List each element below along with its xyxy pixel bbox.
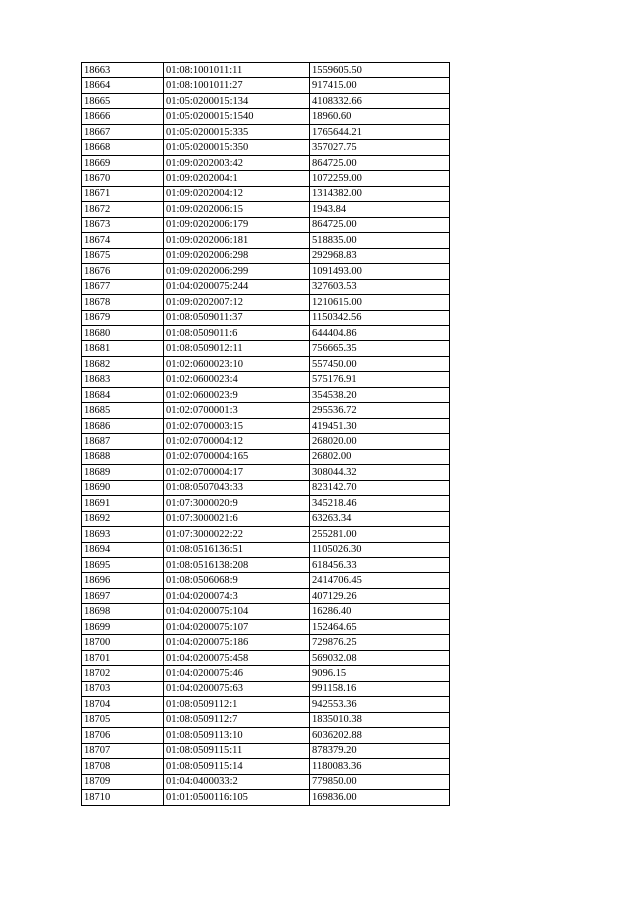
row-number-cell: 18700	[82, 635, 164, 650]
row-number-cell: 18708	[82, 759, 164, 774]
row-number-cell: 18692	[82, 511, 164, 526]
table-row	[82, 78, 450, 93]
value-cell: 569032.08	[310, 650, 450, 665]
row-number-cell: 18671	[82, 186, 164, 201]
cadastral-number-cell: 01:04:0400033:2	[164, 774, 310, 789]
cadastral-number-cell: 01:02:0600023:4	[164, 372, 310, 387]
value-cell: 295536.72	[310, 403, 450, 418]
row-number-cell: 18677	[82, 279, 164, 294]
value-cell: 63263.34	[310, 511, 450, 526]
table-row	[82, 681, 450, 696]
cadastral-number-cell: 01:08:0509112:7	[164, 712, 310, 727]
cadastral-number-cell: 01:09:0202006:15	[164, 202, 310, 217]
table-row	[82, 449, 450, 464]
cadastral-number-cell: 01:04:0200075:186	[164, 635, 310, 650]
value-cell: 1314382.00	[310, 186, 450, 201]
row-number-cell: 18678	[82, 295, 164, 310]
value-cell: 557450.00	[310, 356, 450, 371]
cadastral-number-cell: 01:08:0516138:208	[164, 558, 310, 573]
table-row	[82, 93, 450, 108]
value-cell: 9096.15	[310, 666, 450, 681]
cadastral-number-cell: 01:02:0700004:12	[164, 434, 310, 449]
value-cell: 169836.00	[310, 790, 450, 805]
value-cell: 1180083.36	[310, 759, 450, 774]
cadastral-number-cell: 01:05:0200015:134	[164, 93, 310, 108]
row-number-cell: 18688	[82, 449, 164, 464]
table-row	[82, 403, 450, 418]
table-row	[82, 527, 450, 542]
cadastral-number-cell: 01:02:0700004:165	[164, 449, 310, 464]
value-cell: 575176.91	[310, 372, 450, 387]
table-body	[82, 63, 450, 806]
cadastral-number-cell: 01:09:0202004:1	[164, 171, 310, 186]
row-number-cell: 18664	[82, 78, 164, 93]
table-row	[82, 558, 450, 573]
table-row	[82, 387, 450, 402]
table-row	[82, 372, 450, 387]
row-number-cell: 18672	[82, 202, 164, 217]
row-number-cell: 18693	[82, 527, 164, 542]
table-row	[82, 124, 450, 139]
value-cell: 823142.70	[310, 480, 450, 495]
table-row	[82, 666, 450, 681]
value-cell: 18960.60	[310, 109, 450, 124]
value-cell: 1765644.21	[310, 124, 450, 139]
cadastral-number-cell: 01:02:0700004:17	[164, 465, 310, 480]
value-cell: 308044.32	[310, 465, 450, 480]
table-row	[82, 341, 450, 356]
table-row	[82, 295, 450, 310]
cadastral-number-cell: 01:02:0700003:15	[164, 418, 310, 433]
cadastral-number-cell: 01:09:0202006:298	[164, 248, 310, 263]
table-row	[82, 171, 450, 186]
table-row	[82, 63, 450, 78]
row-number-cell: 18690	[82, 480, 164, 495]
table-row	[82, 697, 450, 712]
row-number-cell: 18694	[82, 542, 164, 557]
row-number-cell: 18695	[82, 558, 164, 573]
value-cell: 4108332.66	[310, 93, 450, 108]
value-cell: 292968.83	[310, 248, 450, 263]
value-cell: 644404.86	[310, 325, 450, 340]
table-row	[82, 465, 450, 480]
row-number-cell: 18675	[82, 248, 164, 263]
row-number-cell: 18709	[82, 774, 164, 789]
value-cell: 942553.36	[310, 697, 450, 712]
table-row	[82, 542, 450, 557]
table-row	[82, 217, 450, 232]
cadastral-number-cell: 01:08:1001011:11	[164, 63, 310, 78]
value-cell: 991158.16	[310, 681, 450, 696]
cadastral-number-cell: 01:08:1001011:27	[164, 78, 310, 93]
cadastral-number-cell: 01:01:0500116:105	[164, 790, 310, 805]
value-cell: 864725.00	[310, 155, 450, 170]
row-number-cell: 18703	[82, 681, 164, 696]
table-row	[82, 635, 450, 650]
table-row	[82, 759, 450, 774]
row-number-cell: 18685	[82, 403, 164, 418]
value-cell: 1072259.00	[310, 171, 450, 186]
table-row	[82, 496, 450, 511]
cadastral-number-cell: 01:05:0200015:1540	[164, 109, 310, 124]
cadastral-number-cell: 01:02:0600023:9	[164, 387, 310, 402]
value-cell: 917415.00	[310, 78, 450, 93]
row-number-cell: 18686	[82, 418, 164, 433]
cadastral-number-cell: 01:09:0202006:179	[164, 217, 310, 232]
table-row	[82, 619, 450, 634]
table-row	[82, 264, 450, 279]
value-cell: 878379.20	[310, 743, 450, 758]
table-row	[82, 511, 450, 526]
table-row	[82, 434, 450, 449]
table-row	[82, 728, 450, 743]
cadastral-number-cell: 01:08:0516136:51	[164, 542, 310, 557]
table-row	[82, 480, 450, 495]
cadastral-number-cell: 01:04:0200075:244	[164, 279, 310, 294]
cadastral-number-cell: 01:05:0200015:335	[164, 124, 310, 139]
cadastral-number-cell: 01:07:3000020:9	[164, 496, 310, 511]
cadastral-number-cell: 01:08:0509011:6	[164, 325, 310, 340]
row-number-cell: 18668	[82, 140, 164, 155]
row-number-cell: 18706	[82, 728, 164, 743]
value-cell: 779850.00	[310, 774, 450, 789]
row-number-cell: 18676	[82, 264, 164, 279]
cadastral-number-cell: 01:02:0700001:3	[164, 403, 310, 418]
table-row	[82, 279, 450, 294]
cadastral-number-cell: 01:04:0200075:458	[164, 650, 310, 665]
row-number-cell: 18670	[82, 171, 164, 186]
row-number-cell: 18707	[82, 743, 164, 758]
row-number-cell: 18699	[82, 619, 164, 634]
row-number-cell: 18680	[82, 325, 164, 340]
value-cell: 345218.46	[310, 496, 450, 511]
row-number-cell: 18673	[82, 217, 164, 232]
cadastral-number-cell: 01:09:0202004:12	[164, 186, 310, 201]
value-cell: 152464.65	[310, 619, 450, 634]
cadastral-number-cell: 01:04:0200074:3	[164, 588, 310, 603]
value-cell: 268020.00	[310, 434, 450, 449]
cadastral-number-cell: 01:09:0202006:299	[164, 264, 310, 279]
table-row	[82, 109, 450, 124]
row-number-cell: 18696	[82, 573, 164, 588]
cadastral-number-cell: 01:08:0509112:1	[164, 697, 310, 712]
value-cell: 1943.84	[310, 202, 450, 217]
table-row	[82, 248, 450, 263]
value-cell: 756665.35	[310, 341, 450, 356]
row-number-cell: 18667	[82, 124, 164, 139]
table-row	[82, 155, 450, 170]
value-cell: 1210615.00	[310, 295, 450, 310]
cadastral-number-cell: 01:09:0202007:12	[164, 295, 310, 310]
table-row	[82, 712, 450, 727]
row-number-cell: 18687	[82, 434, 164, 449]
value-cell: 1105026.30	[310, 542, 450, 557]
table-row	[82, 356, 450, 371]
table-row	[82, 790, 450, 805]
value-cell: 1559605.50	[310, 63, 450, 78]
cadastral-number-cell: 01:08:0507043:33	[164, 480, 310, 495]
table-row	[82, 588, 450, 603]
row-number-cell: 18698	[82, 604, 164, 619]
value-cell: 1835010.38	[310, 712, 450, 727]
table-row	[82, 202, 450, 217]
value-cell: 419451.30	[310, 418, 450, 433]
cadastral-number-cell: 01:08:0509115:11	[164, 743, 310, 758]
value-cell: 2414706.45	[310, 573, 450, 588]
value-cell: 26802.00	[310, 449, 450, 464]
row-number-cell: 18702	[82, 666, 164, 681]
value-cell: 407129.26	[310, 588, 450, 603]
row-number-cell: 18691	[82, 496, 164, 511]
row-number-cell: 18681	[82, 341, 164, 356]
cadastral-number-cell: 01:04:0200075:107	[164, 619, 310, 634]
table-row	[82, 743, 450, 758]
value-cell: 16286.40	[310, 604, 450, 619]
row-number-cell: 18710	[82, 790, 164, 805]
cadastral-number-cell: 01:08:0509011:37	[164, 310, 310, 325]
row-number-cell: 18705	[82, 712, 164, 727]
row-number-cell: 18704	[82, 697, 164, 712]
cadastral-number-cell: 01:09:0202003:42	[164, 155, 310, 170]
value-cell: 327603.53	[310, 279, 450, 294]
table-row	[82, 573, 450, 588]
value-cell: 255281.00	[310, 527, 450, 542]
value-cell: 357027.75	[310, 140, 450, 155]
table-row	[82, 140, 450, 155]
table-row	[82, 604, 450, 619]
cadastral-number-cell: 01:04:0200075:104	[164, 604, 310, 619]
cadastral-number-cell: 01:04:0200075:46	[164, 666, 310, 681]
cadastral-number-cell: 01:02:0600023:10	[164, 356, 310, 371]
value-cell: 354538.20	[310, 387, 450, 402]
row-number-cell: 18697	[82, 588, 164, 603]
value-cell: 1091493.00	[310, 264, 450, 279]
row-number-cell: 18689	[82, 465, 164, 480]
table-row	[82, 418, 450, 433]
table-row	[82, 325, 450, 340]
table-row	[82, 650, 450, 665]
table-row	[82, 310, 450, 325]
value-cell: 864725.00	[310, 217, 450, 232]
cadastral-number-cell: 01:08:0506068:9	[164, 573, 310, 588]
value-cell: 6036202.88	[310, 728, 450, 743]
data-table	[81, 62, 450, 806]
row-number-cell: 18682	[82, 356, 164, 371]
row-number-cell: 18701	[82, 650, 164, 665]
row-number-cell: 18666	[82, 109, 164, 124]
row-number-cell: 18669	[82, 155, 164, 170]
cadastral-number-cell: 01:08:0509113:10	[164, 728, 310, 743]
value-cell: 729876.25	[310, 635, 450, 650]
row-number-cell: 18674	[82, 233, 164, 248]
value-cell: 618456.33	[310, 558, 450, 573]
cadastral-number-cell: 01:07:3000022:22	[164, 527, 310, 542]
cadastral-number-cell: 01:09:0202006:181	[164, 233, 310, 248]
cadastral-number-cell: 01:08:0509012:11	[164, 341, 310, 356]
row-number-cell: 18683	[82, 372, 164, 387]
cadastral-number-cell: 01:07:3000021:6	[164, 511, 310, 526]
table-row	[82, 233, 450, 248]
row-number-cell: 18679	[82, 310, 164, 325]
cadastral-number-cell: 01:05:0200015:350	[164, 140, 310, 155]
cadastral-number-cell: 01:04:0200075:63	[164, 681, 310, 696]
row-number-cell: 18684	[82, 387, 164, 402]
row-number-cell: 18665	[82, 93, 164, 108]
table-row	[82, 774, 450, 789]
value-cell: 1150342.56	[310, 310, 450, 325]
row-number-cell: 18663	[82, 63, 164, 78]
value-cell: 518835.00	[310, 233, 450, 248]
cadastral-number-cell: 01:08:0509115:14	[164, 759, 310, 774]
table-row	[82, 186, 450, 201]
